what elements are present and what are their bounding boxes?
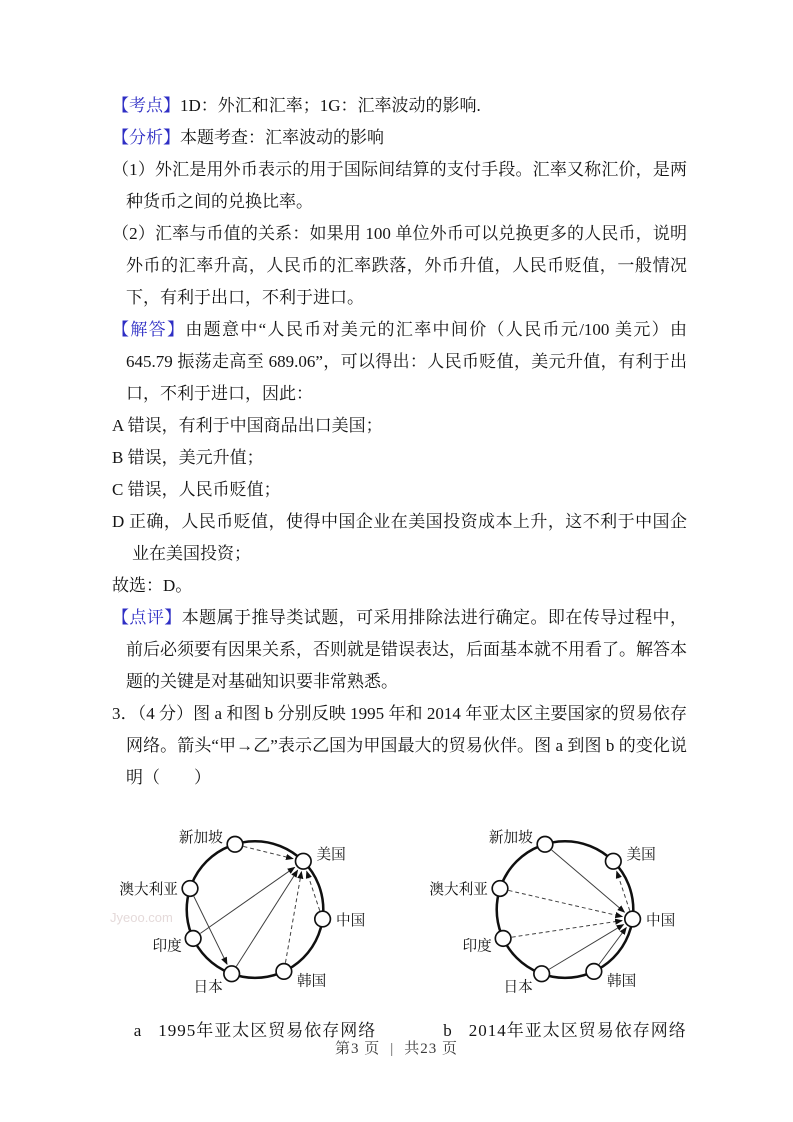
node-korea xyxy=(586,964,602,980)
analysis-point-1: （1）外汇是用外币表示的用于国际间结算的支付手段。汇率又称汇价，是两种货币之间的兑换比率。 xyxy=(112,160,687,211)
solution-line xyxy=(112,314,687,410)
edge-australia-japan xyxy=(194,896,227,964)
node-usa xyxy=(295,853,311,869)
node-label-singapore: 新加坡 xyxy=(488,830,533,847)
node-china xyxy=(625,911,641,927)
page-total: 共23 页 xyxy=(404,1041,459,1057)
page-number: 第3 页 xyxy=(334,1041,381,1057)
exam-point-line xyxy=(112,90,687,122)
node-korea xyxy=(276,964,292,980)
node-label-korea: 韩国 xyxy=(296,973,327,990)
edge-india-usa xyxy=(200,867,294,933)
edge-japan-usa xyxy=(236,870,297,966)
option-b-judgement: B 错误，美元升值； xyxy=(112,448,264,467)
trade-network-graph-a xyxy=(110,812,400,1012)
node-label-korea: 韩国 xyxy=(606,973,637,990)
answer-explanation xyxy=(112,90,687,794)
analysis-point-2: （2）汇率与币值的关系：如果用 100 单位外币可以兑换更多的人民币，说明外币的汇率升高，人民币的汇率跌落，外币升值，人民币贬值，一般情况下，有利于出口，不利于进口。 xyxy=(112,224,687,307)
node-australia xyxy=(182,881,198,897)
node-japan xyxy=(224,966,240,982)
diagram-b-2014 xyxy=(420,812,710,1041)
caption-b-text: 2014年亚太区贸易依存网络 xyxy=(468,1021,687,1040)
question-3: 3．（4 分）图 a 和图 b 分别反映 1995 年和 2014 年亚太区主要国家的贸易依存网络。箭头“甲→乙”表示乙国为甲国最大的贸易伙伴。图 a 到图 b 的变化说明（ ） xyxy=(112,704,687,787)
exam-point-label: 【考点】 xyxy=(112,96,180,115)
comment-label: 【点评】 xyxy=(112,608,182,627)
node-label-china: 中国 xyxy=(645,913,676,930)
solution-label: 【解答】 xyxy=(112,320,186,339)
option-c-judgement: C 错误，人民币贬值； xyxy=(112,480,281,499)
node-label-india: 印度 xyxy=(152,938,182,955)
node-label-usa: 美国 xyxy=(316,846,346,863)
node-label-india: 印度 xyxy=(462,938,492,955)
footer-separator: | xyxy=(390,1041,395,1057)
node-label-australia: 澳大利亚 xyxy=(429,881,488,898)
caption-a-text: 1995年亚太区贸易依存网络 xyxy=(158,1021,377,1040)
page-footer xyxy=(0,1037,793,1058)
conclusion-line: 故选：D。 xyxy=(112,576,193,595)
caption-b-letter: b xyxy=(443,1021,453,1040)
node-usa xyxy=(605,853,621,869)
jyeoo-watermark: Jyeoo.com xyxy=(110,910,173,925)
node-singapore xyxy=(537,836,553,852)
analysis-text: 本题考查：汇率波动的影响 xyxy=(180,128,384,147)
node-china xyxy=(315,911,331,927)
analysis-line xyxy=(112,122,687,154)
exam-point-text: 1D：外汇和汇率；1G：汇率波动的影响. xyxy=(180,96,481,115)
comment-line xyxy=(112,602,687,698)
node-label-singapore: 新加坡 xyxy=(178,830,223,847)
node-label-usa: 美国 xyxy=(626,846,656,863)
edge-china-usa xyxy=(307,871,320,910)
comment-text: 本题属于推导类试题，可采用排除法进行确定。即在传导过程中，前后必须要有因果关系，否则就是错误表达，后面基本就不用看了。解答本题的关键是对基础知识要非常熟悉。 xyxy=(126,608,687,691)
trade-network-graph-b xyxy=(420,812,710,1012)
node-india xyxy=(185,931,201,947)
analysis-label: 【分析】 xyxy=(112,128,180,147)
edge-china-usa xyxy=(617,871,630,910)
node-label-japan: 日本 xyxy=(193,979,223,996)
node-japan xyxy=(534,966,550,982)
edge-india-china xyxy=(512,921,622,938)
diagram-a-1995 xyxy=(110,812,400,1041)
caption-a-letter: a xyxy=(133,1021,143,1040)
option-a-judgement: A 错误，有利于中国商品出口美国； xyxy=(112,416,383,435)
option-d-judgement: D 正确，人民币贬值，使得中国企业在美国投资成本上升，这不利于中国企业在美国投资； xyxy=(112,512,687,563)
node-australia xyxy=(492,881,508,897)
trade-network-diagrams xyxy=(110,812,730,1041)
node-label-china: 中国 xyxy=(335,913,366,930)
solution-text: 由题意中“人民币对美元的汇率中间价（人民币元/100 美元）由 645.79 振荡走高至 689.06”，可以得出：人民币贬值，美元升值，有利于出口，不利于进口，因此： xyxy=(126,320,688,403)
node-singapore xyxy=(227,836,243,852)
node-india xyxy=(495,931,511,947)
node-label-australia: 澳大利亚 xyxy=(119,881,178,898)
edge-australia-china xyxy=(509,890,623,916)
node-label-japan: 日本 xyxy=(503,979,533,996)
